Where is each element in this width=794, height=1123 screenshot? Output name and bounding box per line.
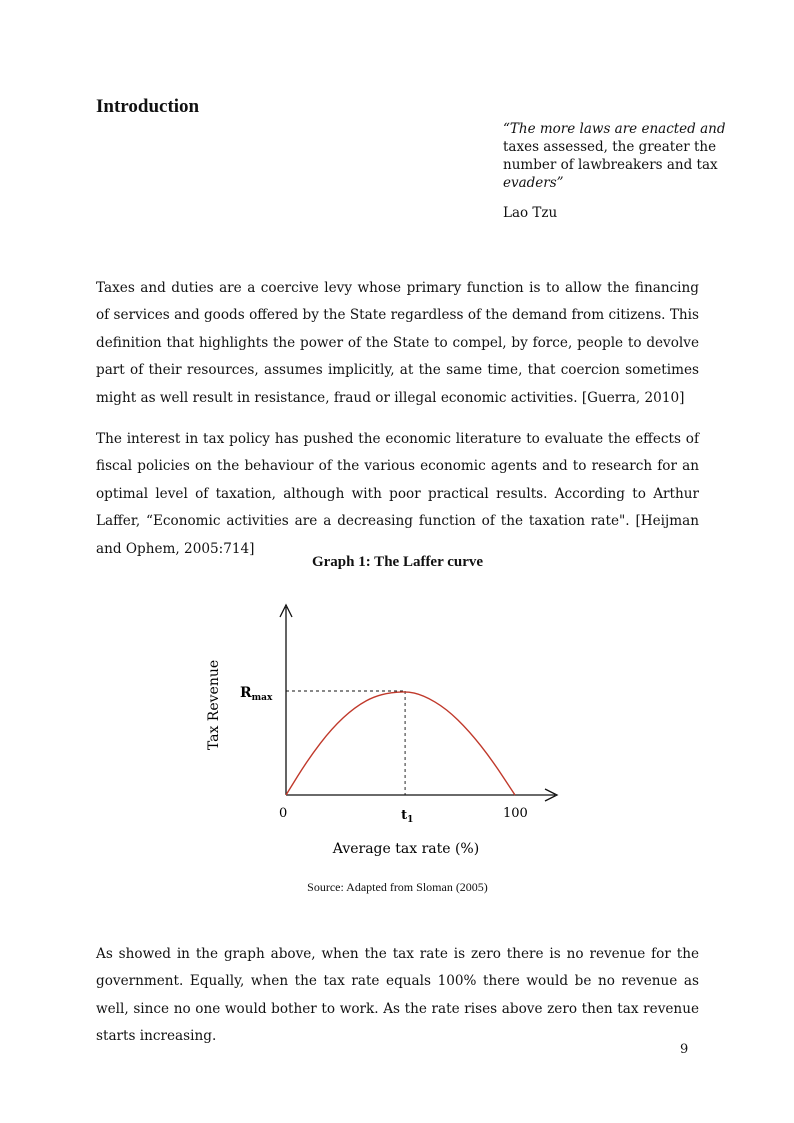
epigraph	[503, 120, 733, 222]
y-axis-label: Tax Revenue	[206, 659, 222, 751]
page-number: 9	[680, 1042, 689, 1057]
epigraph-quote-line: taxes assessed, the greater the	[503, 139, 717, 155]
rmax-label: $R_{max}$	[240, 685, 273, 703]
x-tick-label: 100	[503, 806, 528, 821]
paragraph-tax-policy: The interest in tax policy has pushed the economic literature to evaluate the effects of fiscal policies on the behaviour of the various economic agents and to research for an optimal level of taxation, although with poor practical results. According to Arthur Laffer, “Economic activities are a decreasing function of the taxation rate". [Heijman and Ophem, 2005:714]	[96, 431, 699, 557]
paragraph-taxes-definition: Taxes and duties are a coercive levy whose primary function is to allow the financing of services and goods offered by the State regardless of the demand from citizens. This definition that highlights the power of the State to compel, by force, people to devolve part of their resources, assumes implicitly, at the same time, that coercion sometimes might as well result in resistance, fraud or illegal economic activities. [Guerra, 2010]	[96, 280, 699, 406]
x-tick-label: 0	[279, 806, 288, 821]
epigraph-quote-line: “The more laws are enacted and	[503, 121, 726, 137]
epigraph-author: Lao Tzu	[503, 205, 558, 221]
epigraph-quote-line: evaders”	[503, 175, 564, 191]
laffer-curve-line	[286, 692, 515, 795]
x-axis-label: Average tax rate (%)	[332, 841, 480, 857]
epigraph-quote-line: number of lawbreakers and tax	[503, 157, 718, 173]
x-tick-label: $t_1$	[401, 808, 414, 825]
section-heading: Introduction	[96, 96, 200, 117]
laffer-curve-chart	[190, 595, 570, 865]
graph-source: Source: Adapted from Sloman (2005)	[307, 880, 488, 894]
graph-title: Graph 1: The Laffer curve	[311, 554, 484, 570]
paragraph-graph-explanation: As showed in the graph above, when the tax rate is zero there is no revenue for the government. Equally, when the tax rate equals 100% there would be no revenue as well, since no one would bother to work. As the rate rises above zero then tax revenue starts increasing.	[96, 946, 699, 1045]
